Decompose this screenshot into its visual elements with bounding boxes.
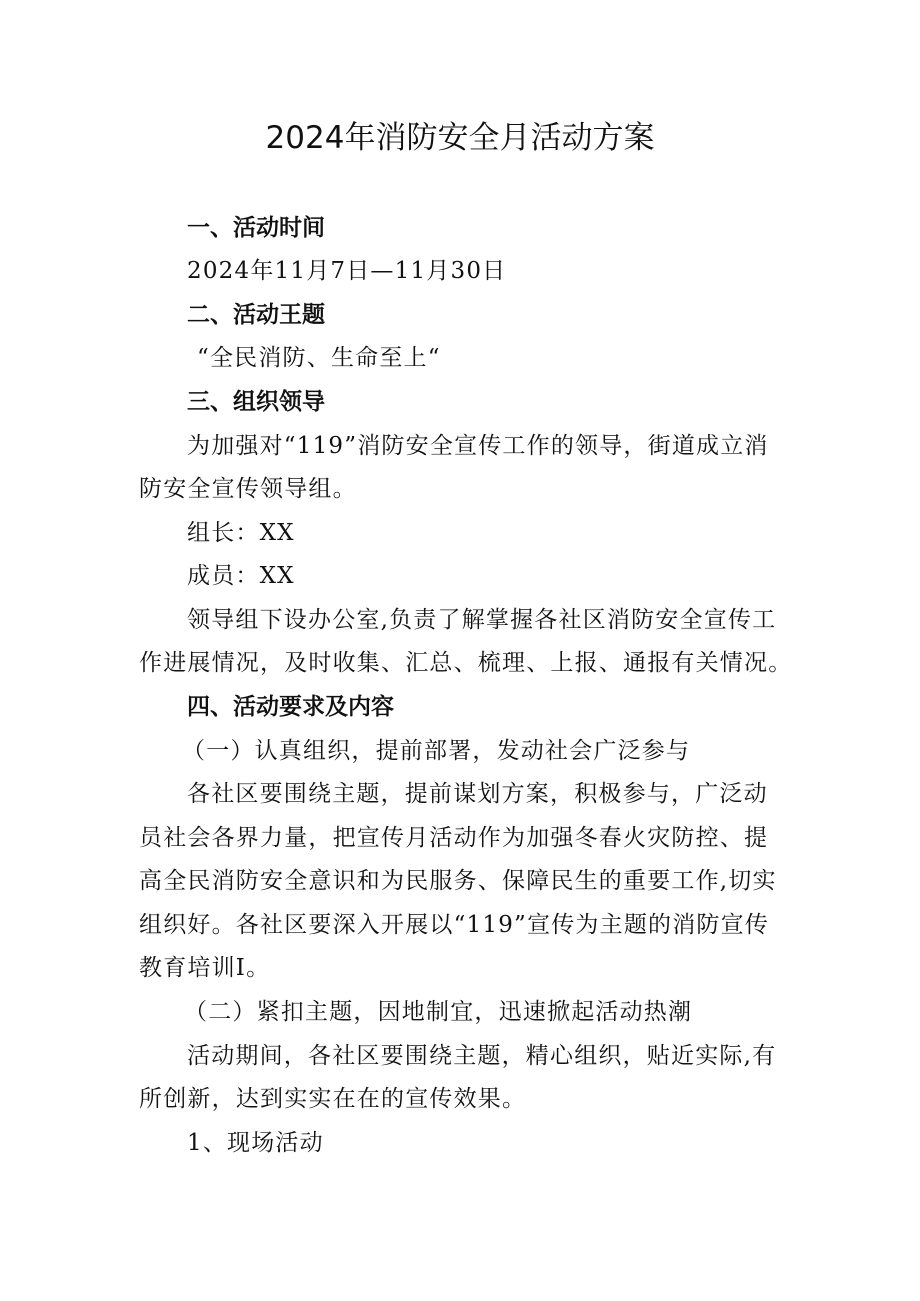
section-heading-leadership: 三、组织领导 bbox=[187, 389, 325, 415]
subsection-heading-2: （二）紧扣主题，因地制宜，迅速掀起活动热潮 bbox=[184, 999, 693, 1025]
group-leader: 组长：XX bbox=[187, 520, 295, 546]
paragraph-line: 所创新，达到实实在在的宣传效果。 bbox=[139, 1086, 527, 1112]
paragraph-line: 活动期间，各社区要围绕主题，精心组织，贴近实际,有 bbox=[187, 1043, 777, 1069]
group-members: 成员：XX bbox=[187, 563, 295, 589]
paragraph-line: 高全民消防安全意识和为民服务、保障民生的重要工作,切实 bbox=[139, 868, 777, 894]
paragraph-line: 作进展情况，及时收集、汇总、梳理、上报、通报有关情况。 bbox=[139, 650, 793, 676]
paragraph-line: 为加强对“119”消防安全宣传工作的领导，街道成立消 bbox=[187, 433, 769, 459]
paragraph-line: 防安全宣传领导组。 bbox=[139, 476, 357, 502]
activity-theme: “全民消防、生命至上“ bbox=[197, 345, 441, 371]
section-heading-theme: 二、活动王题 bbox=[187, 302, 325, 328]
paragraph-line: 组织好。各社区要深入开展以“119”宣传为主题的消防宣传 bbox=[139, 912, 770, 938]
subsection-heading-1: （一）认真组织，提前部署，发动社会广泛参与 bbox=[182, 738, 691, 764]
list-item-onsite-activity: 1、现场活动 bbox=[187, 1130, 324, 1156]
paragraph-line: 领导组下设办公室,负责了解掌握各社区消防安全宣传工 bbox=[187, 607, 777, 633]
document-title: 2024年消防安全月活动方案 bbox=[265, 120, 655, 156]
paragraph-line: 各社区要围绕主题，提前谋划方案，积极参与，广泛动 bbox=[187, 781, 768, 807]
activity-dates: 2024年11月7日—11月30日 bbox=[187, 258, 507, 284]
paragraph-line: 教育培训I。 bbox=[139, 955, 271, 981]
section-heading-requirements: 四、活动要求及内容 bbox=[187, 694, 394, 720]
section-heading-time: 一、活动时间 bbox=[187, 215, 325, 241]
paragraph-line: 员社会各界力量，把宣传月活动作为加强冬春火灾防控、提 bbox=[139, 825, 769, 851]
